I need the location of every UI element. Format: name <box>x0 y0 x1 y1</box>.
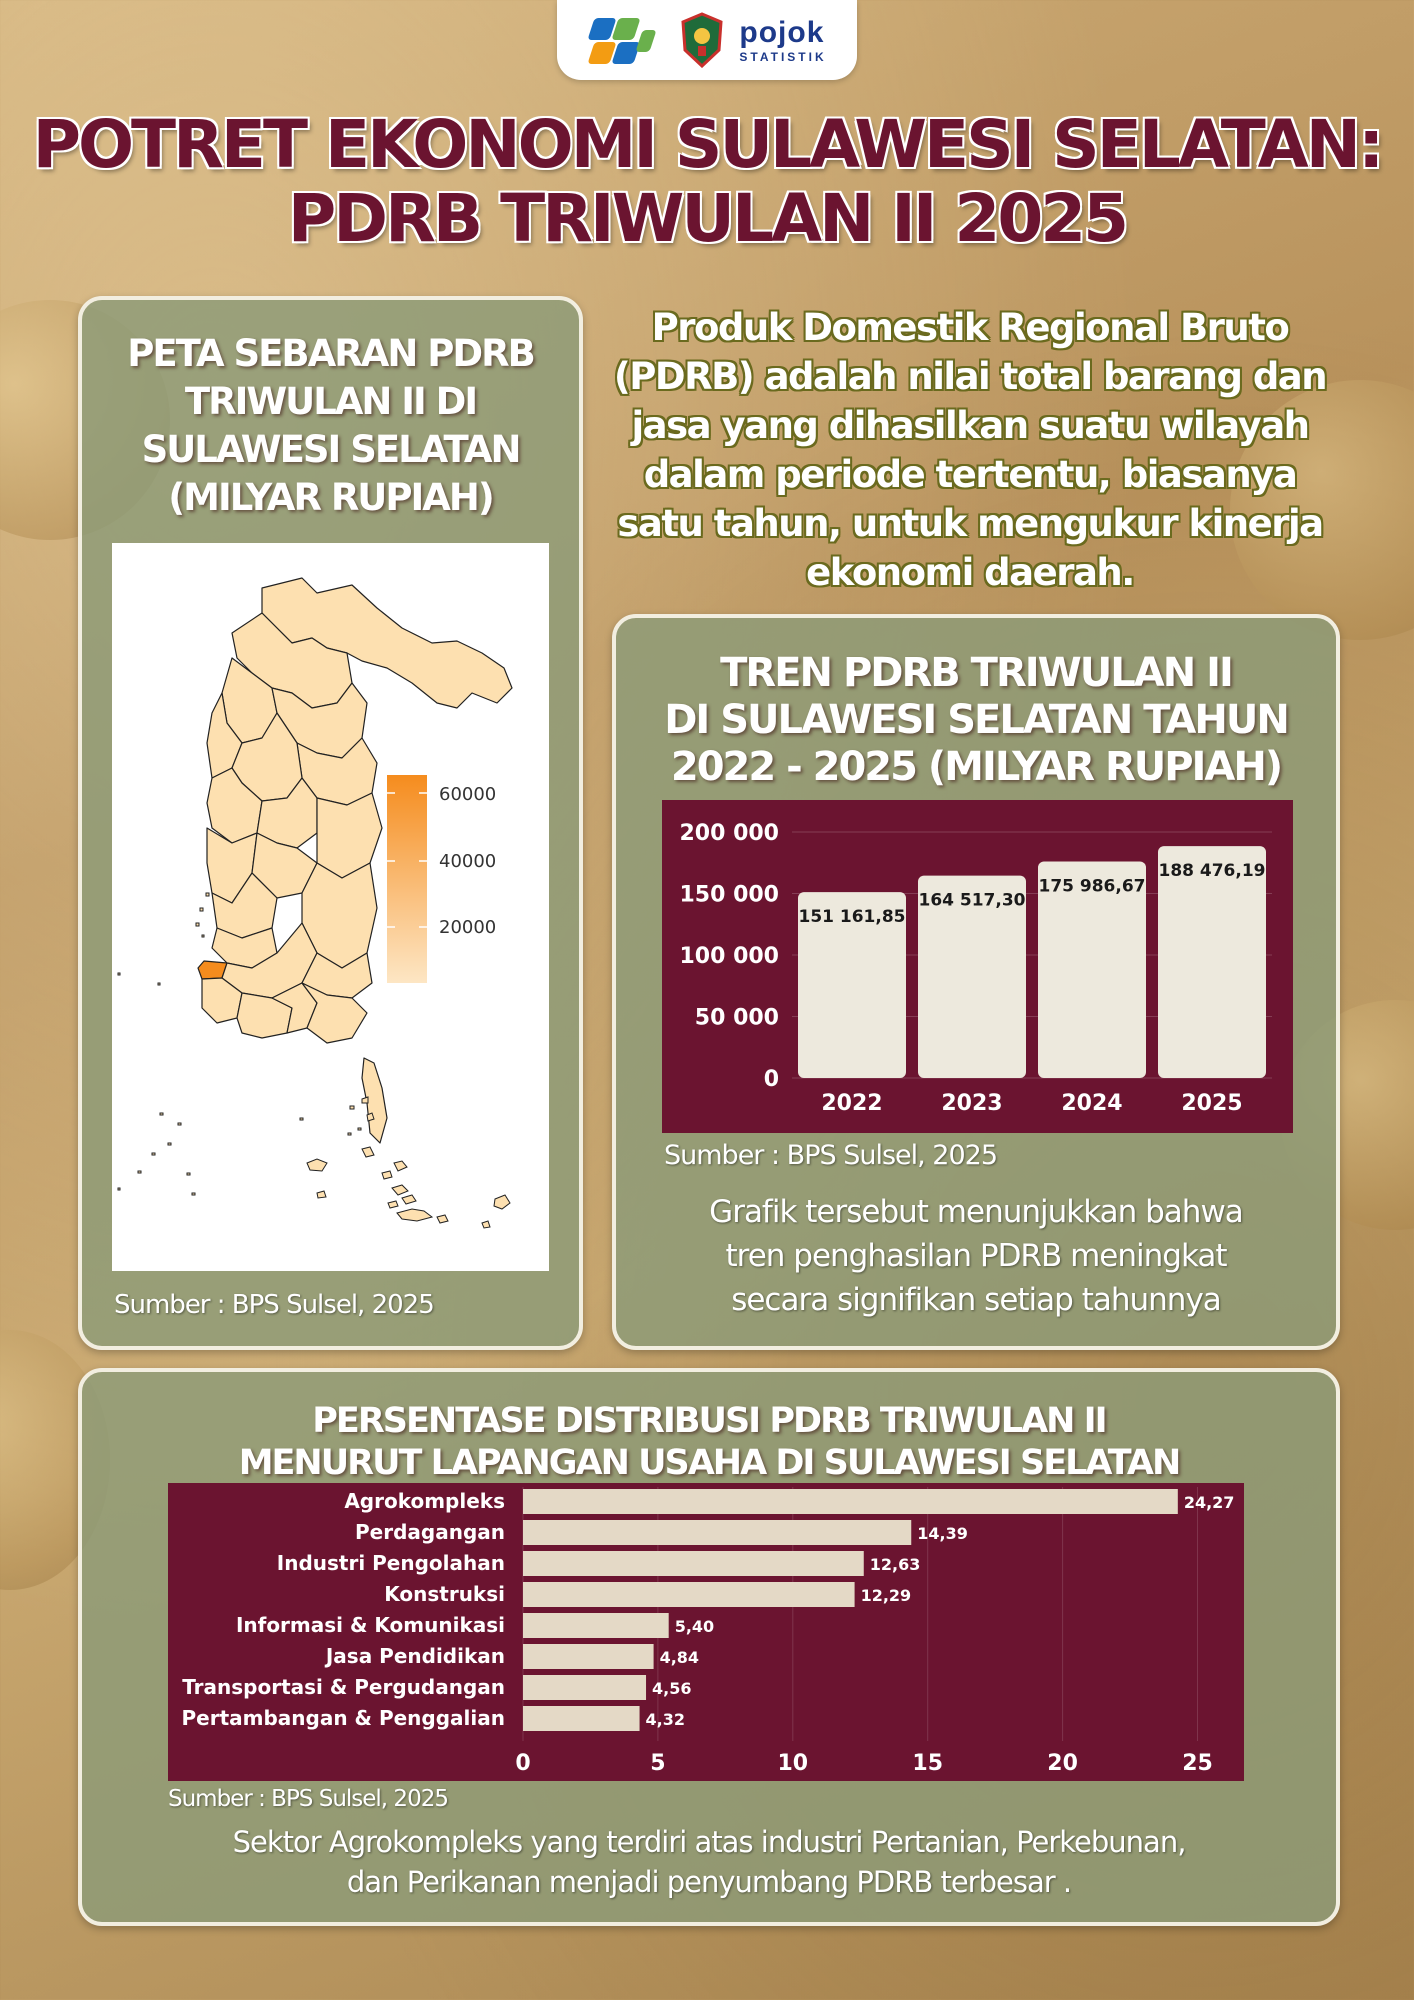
intro-line: satu tahun, untuk mengukur kinerja <box>617 502 1323 545</box>
logo-bar <box>557 0 857 80</box>
trend-source: Sumber : BPS Sulsel, 2025 <box>664 1140 998 1171</box>
distribution-bar <box>523 1520 911 1545</box>
y-tick-label: 0 <box>763 1067 779 1092</box>
category-label: Perdagangan <box>355 1520 505 1544</box>
x-tick-label: 2022 <box>821 1091 883 1116</box>
category-label: Pertambangan & Penggalian <box>181 1706 505 1730</box>
x-tick-label: 2024 <box>1061 1091 1123 1116</box>
distribution-bar <box>523 1675 646 1700</box>
distribution-value-label: 5,40 <box>674 1617 715 1636</box>
trend-value-label: 188 476,19 <box>1158 861 1266 882</box>
trend-value-label: 151 161,85 <box>798 907 906 928</box>
logo-brand-text: pojok <box>739 15 825 49</box>
trend-value-label: 175 986,67 <box>1038 876 1146 897</box>
x-tick-label: 10 <box>777 1751 809 1776</box>
y-tick-label: 200 000 <box>679 821 779 846</box>
map-source: Sumber : BPS Sulsel, 2025 <box>114 1290 434 1320</box>
distribution-bar <box>523 1644 654 1669</box>
x-tick-label: 2025 <box>1181 1091 1243 1116</box>
x-tick-label: 25 <box>1182 1751 1213 1776</box>
distribution-bar <box>523 1613 669 1638</box>
pojok-statistik-logo <box>739 15 827 64</box>
trend-panel-title <box>616 650 1336 791</box>
category-label: Jasa Pendidikan <box>325 1644 505 1668</box>
intro-text <box>600 303 1340 597</box>
y-tick-label: 100 000 <box>679 944 779 969</box>
distribution-title-line: PERSENTASE DISTRIBUSI PDRB TRIWULAN II <box>312 1401 1106 1441</box>
trend-title-line: 2022 - 2025 (MILYAR RUPIAH) <box>670 744 1282 790</box>
category-label: Informasi & Komunikasi <box>235 1613 505 1637</box>
distribution-bar <box>523 1551 864 1576</box>
category-label: Konstruksi <box>384 1582 505 1606</box>
distribution-chart-svg <box>168 1483 1244 1781</box>
choropleth-map <box>112 543 549 1271</box>
map-legend-label: 20000 <box>439 917 497 938</box>
distribution-bar-chart <box>168 1483 1244 1781</box>
distribution-title-line: MENURUT LAPANGAN USAHA DI SULAWESI SELATAN <box>238 1443 1180 1483</box>
distribution-caption-line: Sektor Agrokompleks yang terdiri atas industri Pertanian, Perkebunan, <box>232 1825 1186 1859</box>
trend-title-line: DI SULAWESI SELATAN TAHUN <box>664 697 1288 743</box>
page-title <box>0 108 1414 256</box>
trend-chart-svg <box>662 800 1293 1133</box>
map-title-line: SULAWESI SELATAN <box>141 428 520 471</box>
intro-line: (PDRB) adalah nilai total barang dan <box>613 355 1327 398</box>
map-panel-title <box>82 330 579 522</box>
distribution-value-label: 24,27 <box>1183 1493 1235 1512</box>
distribution-source: Sumber : BPS Sulsel, 2025 <box>168 1786 448 1812</box>
map-legend-label: 40000 <box>439 851 497 872</box>
intro-line: jasa yang dihasilkan suatu wilayah <box>631 404 1309 447</box>
trend-bar-chart <box>662 800 1293 1133</box>
logo-brand-subtext: STATISTIK <box>739 49 827 64</box>
distribution-value-label: 4,32 <box>645 1710 686 1729</box>
intro-line: dalam periode tertentu, biasanya <box>643 453 1297 496</box>
map-legend-bar <box>387 775 427 983</box>
trend-caption-line: secara signifikan setiap tahunnya <box>731 1282 1221 1318</box>
map-legend-label: 60000 <box>439 784 497 805</box>
map-title-line: TRIWULAN II DI <box>184 380 477 423</box>
trend-caption-line: Grafik tersebut menunjukkan bahwa <box>709 1194 1243 1230</box>
page-title-line: PDRB TRIWULAN II 2025 <box>287 180 1127 257</box>
distribution-bar <box>523 1489 1178 1514</box>
category-label: Agrokompleks <box>344 1489 505 1513</box>
category-label: Transportasi & Pergudangan <box>182 1675 505 1699</box>
distribution-value-label: 12,29 <box>860 1586 912 1605</box>
x-tick-label: 2023 <box>941 1091 1003 1116</box>
distribution-panel-title <box>82 1400 1336 1484</box>
distribution-value-label: 4,84 <box>659 1648 700 1667</box>
bps-logo-icon <box>587 12 665 68</box>
map-svg <box>112 543 549 1271</box>
y-tick-label: 150 000 <box>679 882 779 908</box>
category-label: Industri Pengolahan <box>276 1551 505 1575</box>
x-tick-label: 0 <box>515 1751 531 1776</box>
trend-title-line: TREN PDRB TRIWULAN II <box>720 650 1232 696</box>
map-region <box>317 793 382 878</box>
page-title-line: POTRET EKONOMI SULAWESI SELATAN: <box>32 106 1382 183</box>
intro-line: Produk Domestik Regional Bruto <box>651 306 1289 349</box>
trend-caption <box>616 1190 1336 1322</box>
trend-value-label: 164 517,30 <box>918 890 1026 911</box>
distribution-caption <box>82 1822 1336 1902</box>
x-tick-label: 15 <box>912 1751 944 1776</box>
distribution-caption-line: dan Perikanan menjadi penyumbang PDRB terbesar . <box>346 1865 1072 1899</box>
map-title-line: (MILYAR RUPIAH) <box>168 476 493 519</box>
distribution-value-label: 12,63 <box>869 1555 921 1574</box>
y-tick-label: 50 000 <box>694 1005 779 1031</box>
x-tick-label: 5 <box>650 1751 666 1776</box>
distribution-value-label: 4,56 <box>652 1679 692 1698</box>
x-tick-label: 20 <box>1047 1751 1078 1776</box>
distribution-value-label: 14,39 <box>917 1524 968 1543</box>
map-title-line: PETA SEBARAN PDRB <box>127 332 534 375</box>
intro-line: ekonomi daerah. <box>806 551 1134 594</box>
distribution-bar <box>523 1582 855 1607</box>
regional-emblem-icon <box>679 12 725 68</box>
distribution-bar <box>523 1706 640 1731</box>
trend-caption-line: tren penghasilan PDRB meningkat <box>725 1238 1227 1274</box>
